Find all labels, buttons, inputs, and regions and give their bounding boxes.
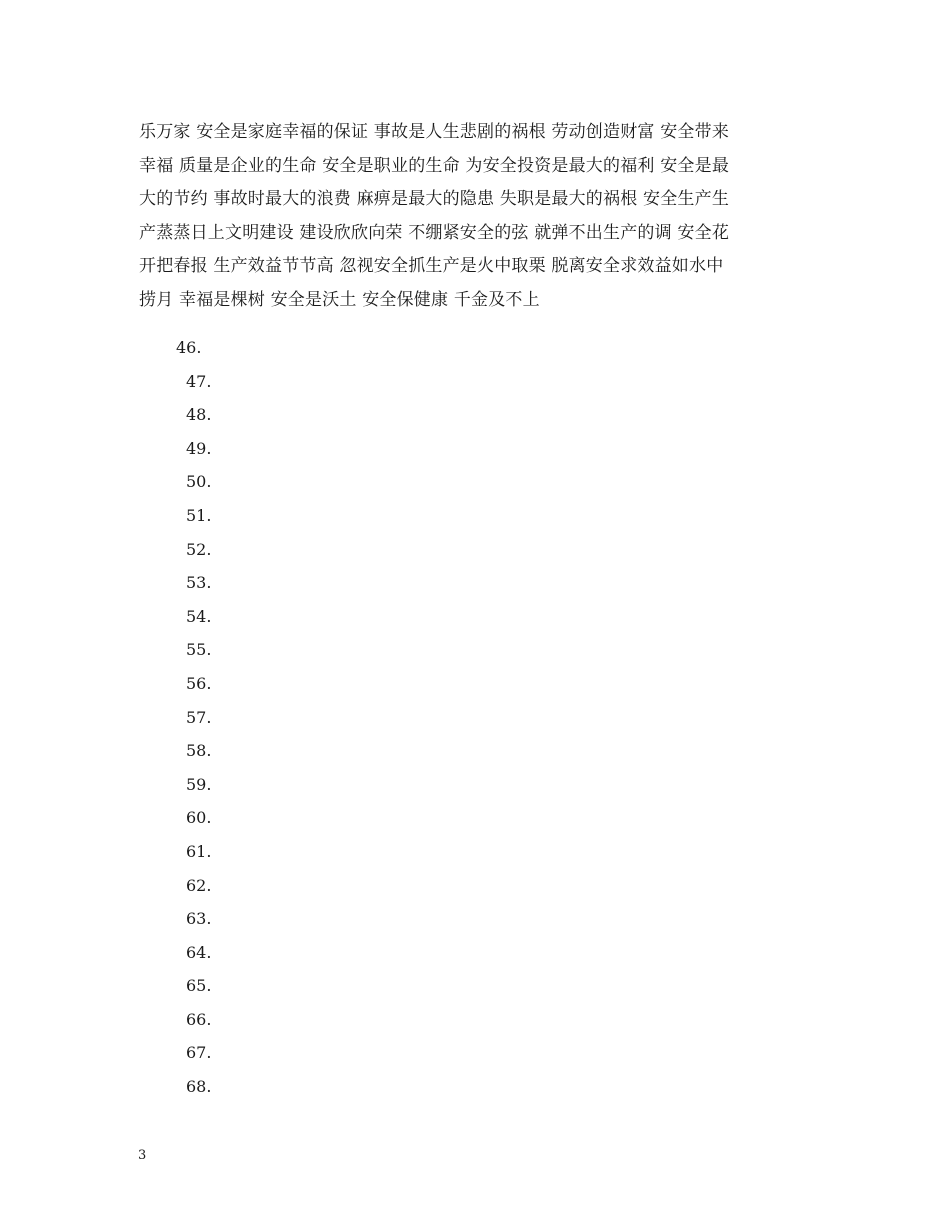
list-item-number: 54. xyxy=(186,606,212,626)
paragraph-line: 大的节约 事故时最大的浪费 麻痹是最大的隐患 失职是最大的祸根 安全生产生 xyxy=(139,189,730,210)
paragraph-line: 幸福 质量是企业的生命 安全是职业的生命 为安全投资是最大的福利 安全是最 xyxy=(139,155,730,176)
paragraph-line: 乐万家 安全是家庭幸福的保证 事故是人生悲剧的祸根 劳动创造财富 安全带来 xyxy=(139,122,730,142)
list-item-number: 57. xyxy=(186,707,212,727)
list-item-number: 51. xyxy=(186,505,212,525)
list-item-number: 68. xyxy=(186,1077,212,1097)
list-item-number: 66. xyxy=(186,1009,212,1029)
list-item-number: 64. xyxy=(186,942,212,962)
list-item-number: 67. xyxy=(186,1043,212,1063)
paragraph-line: 开把春报 生产效益节节高 忽视安全抓生产是火中取栗 脱离安全求效益如水中 xyxy=(139,256,724,277)
list-item-number: 55. xyxy=(186,640,212,660)
list-item-number: 65. xyxy=(186,976,212,996)
list-item-number: 50. xyxy=(186,472,212,492)
list-item-number: 48. xyxy=(186,405,212,425)
list-item-number: 63. xyxy=(186,909,212,929)
slogan-paragraph xyxy=(139,116,819,318)
list-item-number: 53. xyxy=(186,573,212,593)
list-item-number: 46. xyxy=(176,338,202,357)
list-item-number: 61. xyxy=(186,841,212,861)
list-item-number: 59. xyxy=(186,774,212,794)
numbered-list xyxy=(0,334,300,1107)
paragraph-line: 捞月 幸福是棵树 安全是沃土 安全保健康 千金及不上 xyxy=(139,289,540,310)
list-item-number: 58. xyxy=(186,741,212,761)
list-item-number: 52. xyxy=(186,539,212,559)
list-item-number: 49. xyxy=(186,438,212,458)
list-item-number: 47. xyxy=(186,371,212,391)
list-item-number: 62. xyxy=(186,875,212,895)
paragraph-line: 产蒸蒸日上文明建设 建设欣欣向荣 不绷紧安全的弦 就弹不出生产的调 安全花 xyxy=(139,222,730,243)
list-item-number: 56. xyxy=(186,673,212,693)
list-item-number: 60. xyxy=(186,808,212,828)
page-number: 3 xyxy=(138,1148,147,1163)
